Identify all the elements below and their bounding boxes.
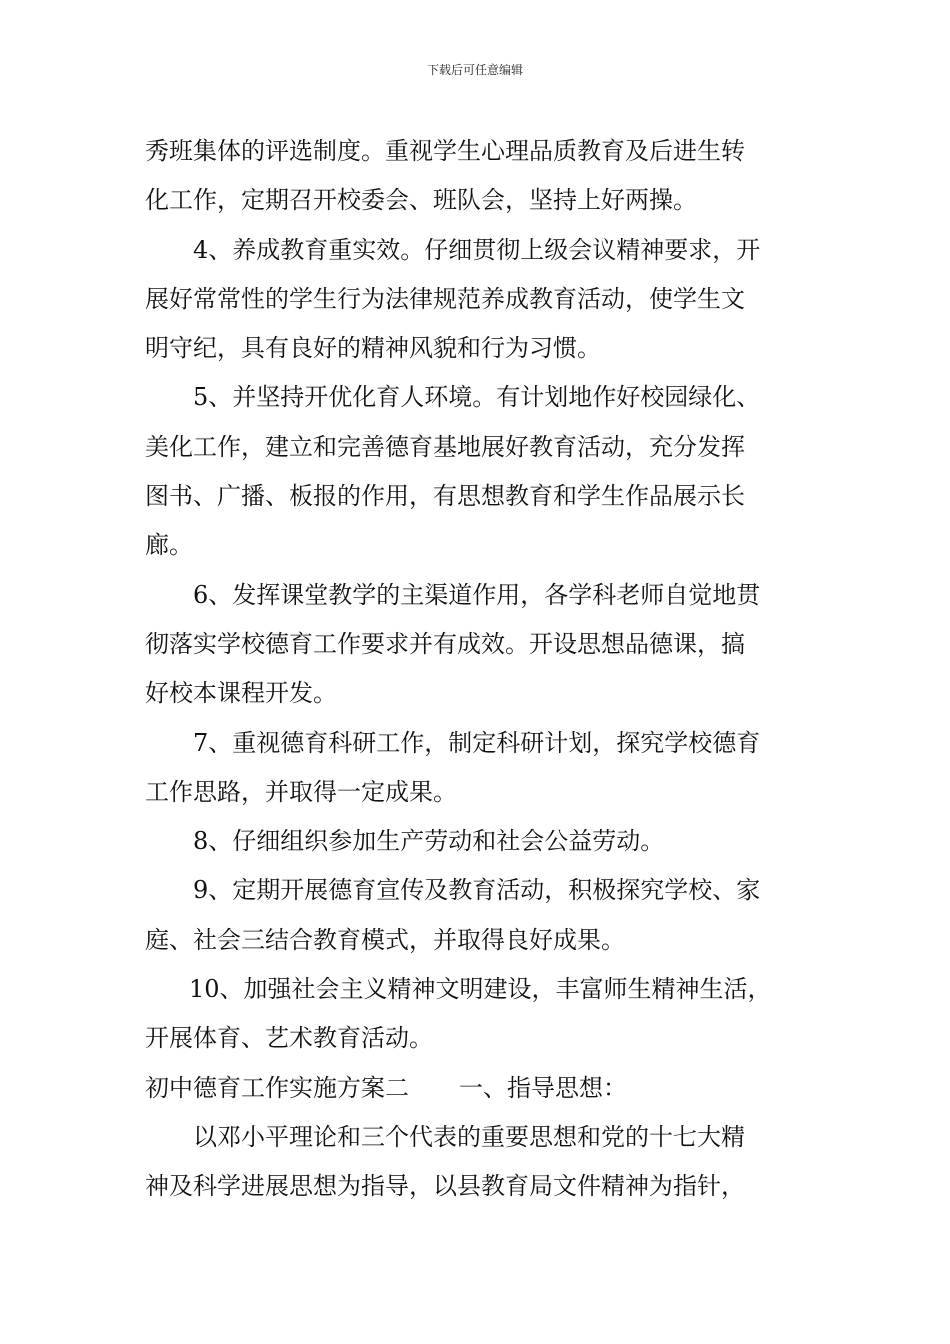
text-line: 廊。 (145, 531, 193, 560)
header-text: 下载后可任意编辑 (426, 63, 523, 77)
text-line: 美化工作，建立和完善德育基地展好教育活动，充分发挥 (145, 432, 745, 461)
section-heading: 一、指导思想： (459, 1073, 627, 1102)
text-line: 4、养成教育重实效。仔细贯彻上级会议精神要求，开 (193, 235, 761, 264)
text-line: 10、加强社会主义精神文明建设，丰富师生精神生活， (189, 975, 772, 1004)
text-line: 以邓小平理论和三个代表的重要思想和党的十七大精 (193, 1122, 745, 1151)
text-line: 6、发挥课堂教学的主渠道作用，各学科老师自觉地贯 (193, 580, 761, 609)
text-line: 图书、广播、板报的作用，有思想教育和学生作品展示长 (145, 482, 745, 511)
document-body (145, 127, 815, 1212)
text-line: 秀班集体的评选制度。重视学生心理品质教育及后进生转 (145, 137, 745, 165)
text-line: 7、重视德育科研工作，制定科研计划，探究学校德育 (193, 728, 761, 757)
section-title: 初中德育工作实施方案二 (145, 1073, 409, 1102)
text-line: 好校本课程开发。 (145, 679, 337, 708)
text-line: 化工作，定期召开校委会、班队会，坚持上好两操。 (145, 186, 697, 215)
text-line: 展好常常性的学生行为法律规范养成教育活动，使学生文 (145, 284, 745, 313)
text-line: 庭、社会三结合教育模式，并取得良好成果。 (145, 925, 625, 954)
text-line: 5、并坚持开优化育人环境。有计划地作好校园绿化、 (193, 383, 761, 412)
text-line: 彻落实学校德育工作要求并有成效。开设思想品德课，搞 (145, 629, 745, 658)
text-line: 8、仔细组织参加生产劳动和社会公益劳动。 (193, 827, 665, 856)
page-header (0, 62, 950, 78)
text-line: 神及科学进展思想为指导，以县教育局文件精神为指针， (145, 1172, 745, 1201)
text-line: 开展体育、艺术教育活动。 (145, 1024, 433, 1053)
section-title-line (145, 1064, 815, 1113)
text-line: 9、定期开展德育宣传及教育活动，积极探究学校、家 (193, 876, 761, 905)
text-line: 明守纪，具有良好的精神风貌和行为习惯。 (145, 334, 601, 363)
text-line: 工作思路，并取得一定成果。 (145, 777, 457, 806)
